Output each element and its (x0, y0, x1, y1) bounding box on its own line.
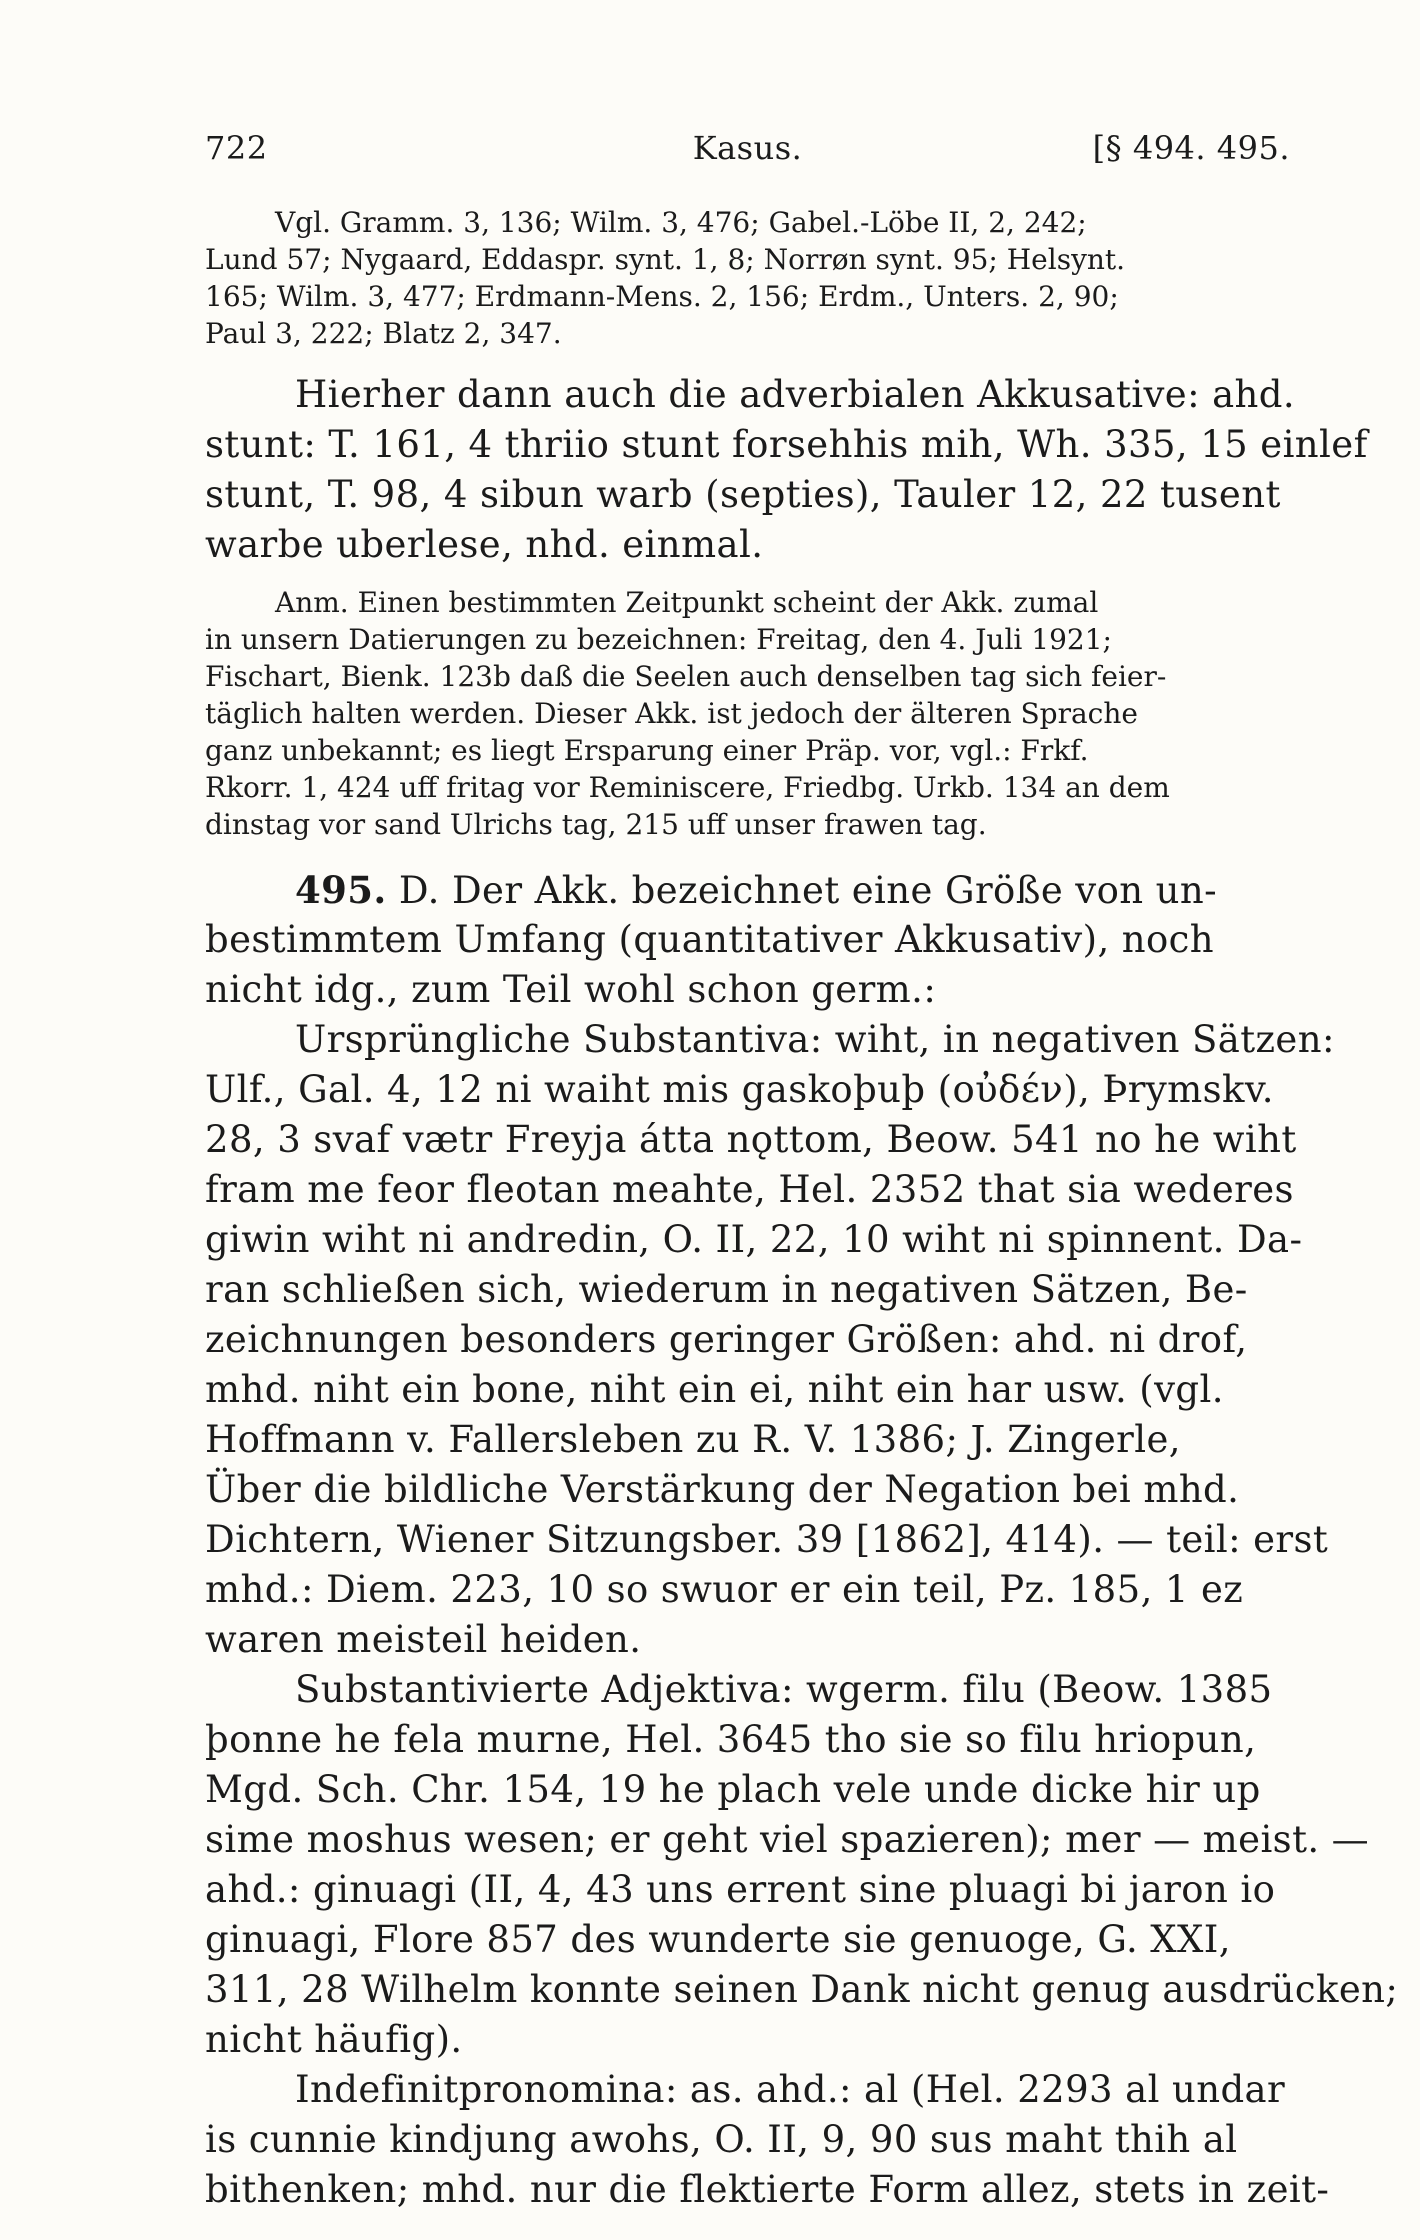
text-line: stunt, T. 98, 4 sibun warb (septies), Tauler 12, 22 tusent (205, 473, 1281, 516)
text-line: waren meisteil heiden. (205, 1618, 642, 1661)
text-line: Rkorr. 1, 424 uff fritag vor Reminiscere, Friedbg. Urkb. 134 an dem (205, 771, 1170, 804)
text-line: Paul 3, 222; Blatz 2, 347. (205, 317, 562, 350)
running-header (205, 128, 1290, 168)
text-line: warbe uberlese, nhd. einmal. (205, 523, 764, 566)
hierher-paragraph (205, 370, 1368, 570)
text-line: 165; Wilm. 3, 477; Erdmann-Mens. 2, 156; Erdm., Unters. 2, 90; (205, 280, 1119, 313)
text-line: þonne he fela murne, Hel. 3645 tho sie so filu hriopun, (205, 1718, 1257, 1761)
text-line: is cunnie kindjung awohs, O. II, 9, 90 sus maht thih al (205, 2118, 1238, 2161)
text-line: bithenken; mhd. nur die flektierte Form allez, stets in zeit- (205, 2168, 1330, 2211)
text-line: Anm. Einen bestimmten Zeitpunkt scheint der Akk. zumal (275, 586, 1099, 619)
text-line: nicht idg., zum Teil wohl schon germ.: (205, 968, 937, 1011)
section-reference: [§ 494. 495. (1092, 129, 1290, 167)
page-body (205, 204, 1399, 2215)
text-line: Ursprüngliche Substantiva: wiht, in negativen Sätzen: (295, 1018, 1335, 1061)
text-line: bestimmtem Umfang (quantitativer Akkusativ), noch (205, 918, 1215, 961)
text-line: ahd.: ginuagi (II, 4, 43 uns errent sine pluagi bi jaron io (205, 1868, 1276, 1911)
text-line: ginuagi, Flore 857 des wunderte sie genuoge, G. XXI, (205, 1918, 1231, 1961)
text-line: Ulf., Gal. 4, 12 ni waiht mis gaskoþuþ (οὐδέν), Þrymskv. (205, 1068, 1274, 1111)
text-line: Lund 57; Nygaard, Eddaspr. synt. 1, 8; Norrøn synt. 95; Helsynt. (205, 243, 1126, 276)
text-line: täglich halten werden. Dieser Akk. ist jedoch der älteren Sprache (205, 697, 1138, 730)
text-line: ganz unbekannt; es liegt Ersparung einer Präp. vor, vgl.: Frkf. (205, 734, 1089, 767)
text-line: mhd. niht ein bone, niht ein ei, niht ein har usw. (vgl. (205, 1368, 1224, 1411)
text-line: Substantivierte Adjektiva: wgerm. filu (Beow. 1385 (295, 1668, 1273, 1711)
text-line: nicht häufig). (205, 2018, 463, 2061)
text-line: mhd.: Diem. 223, 10 so swuor er ein teil, Pz. 185, 1 ez (205, 1568, 1244, 1611)
text-line: giwin wiht ni andredin, O. II, 22, 10 wiht ni spinnent. Da- (205, 1218, 1303, 1261)
text-line: 28, 3 svaf vætr Freyja átta nǫttom, Beow. 541 no he wiht (205, 1118, 1297, 1161)
text-line: 311, 28 Wilhelm konnte seinen Dank nicht genug ausdrücken; (205, 1968, 1399, 2011)
text-line: Über die bildliche Verstärkung der Negation bei mhd. (205, 1468, 1240, 1511)
section-first-line: D. Der Akk. bezeichnet eine Größe von un- (398, 869, 1218, 912)
text-line: Indefinitpronomina: as. ahd.: al (Hel. 2293 al undar (295, 2068, 1286, 2111)
text-line: ran schließen sich, wiederum in negativen Sätzen, Be- (205, 1268, 1248, 1311)
text-line: sime moshus wesen; er geht viel spazieren); mer — meist. — (205, 1818, 1370, 1861)
section-number: 495. (295, 868, 387, 912)
text-line (205, 865, 1290, 915)
text-line: fram me feor fleotan meahte, Hel. 2352 that sia wederes (205, 1168, 1294, 1211)
text-line: Fischart, Bienk. 123b daß die Seelen auch denselben tag sich feier- (205, 660, 1167, 693)
text-line: Vgl. Gramm. 3, 136; Wilm. 3, 476; Gabel.-Löbe II, 2, 242; (275, 206, 1087, 239)
text-line: in unsern Datierungen zu bezeichnen: Freitag, den 4. Juli 1921; (205, 623, 1112, 656)
text-line: Mgd. Sch. Chr. 154, 19 he plach vele unde dicke hir up (205, 1768, 1261, 1811)
text-line: stunt: T. 161, 4 thriio stunt forsehhis mih, Wh. 335, 15 einlef (205, 423, 1368, 466)
text-line: Hierher dann auch die adverbialen Akkusative: ahd. (295, 373, 1296, 416)
references-paragraph (205, 204, 1290, 352)
text-line: Hoffmann v. Fallersleben zu R. V. 1386; J. Zingerle, (205, 1418, 1181, 1461)
text-line: Dichtern, Wiener Sitzungsber. 39 [1862], 414). — teil: erst (205, 1518, 1329, 1561)
section-495 (205, 865, 1399, 2215)
running-title: Kasus. (692, 129, 803, 167)
text-line: zeichnungen besonders geringer Größen: ahd. ni drof, (205, 1318, 1248, 1361)
page-number: 722 (205, 129, 268, 167)
annotation-paragraph (205, 584, 1290, 843)
text-line: dinstag vor sand Ulrichs tag, 215 uff unser frawen tag. (205, 808, 987, 841)
